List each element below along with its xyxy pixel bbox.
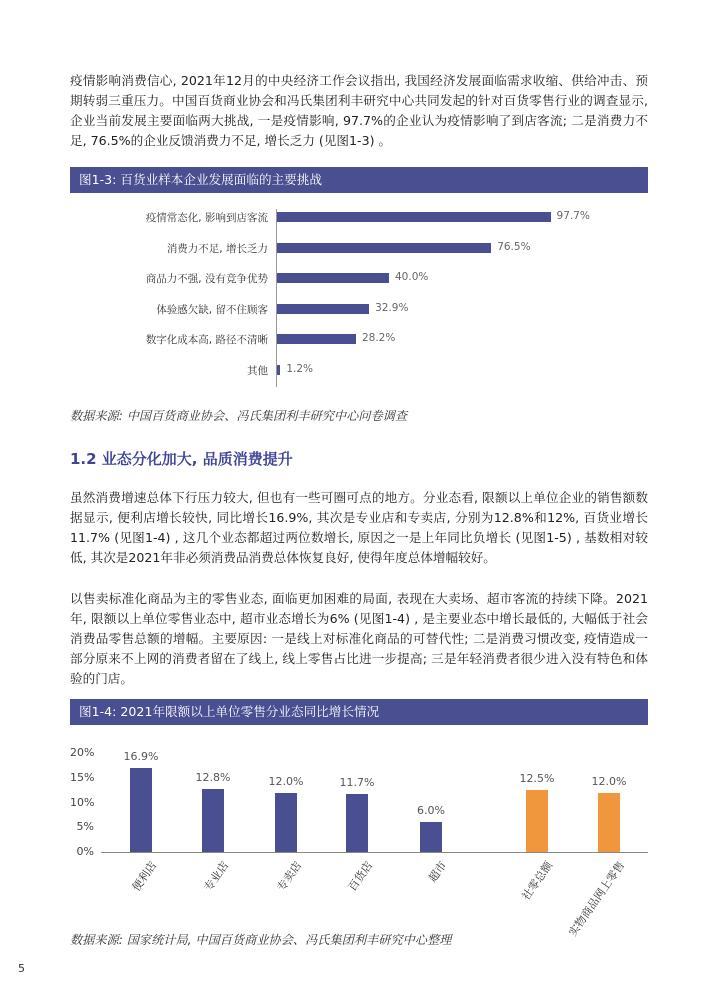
value-label: 1.2% bbox=[286, 362, 314, 375]
x-category-label: 社零总额 bbox=[519, 859, 556, 903]
figure-1-4-title: 图1-4: 2021年限额以上单位零售分业态同比增长情况 bbox=[70, 699, 648, 725]
x-category-label: 专业店 bbox=[201, 859, 232, 894]
chart-baseline bbox=[101, 852, 648, 853]
bar bbox=[277, 212, 551, 222]
value-label: 40.0% bbox=[395, 271, 429, 283]
bar bbox=[526, 790, 548, 852]
bar bbox=[277, 365, 280, 375]
category-label: 其他 bbox=[247, 364, 268, 377]
x-category-label: 超市 bbox=[426, 859, 450, 885]
bar bbox=[277, 304, 369, 314]
standard-goods-paragraph: 以售卖标准化商品为主的零售业态, 面临更加困难的局面, 表现在大卖场、超市客流的持续下降。2021年, 限额以上单位零售业态中, 超市业态增长为6% (见图1-4) , 是主要业态中增长最低的, 大幅低于社会消费品零售总额的增幅。主要原因: 一是线上对标准化商品的可替代性; 二是消费习惯改变, 疫情造成一部分原来不上网的消费者留在了线上, 线上零售占比进一步提高; 三是年轻消费者很少进入没有特色和体验的门店。 bbox=[70, 591, 648, 686]
bar bbox=[202, 789, 224, 852]
bar bbox=[277, 273, 389, 283]
section-heading: 1.2 业态分化加大, 品质消费提升 bbox=[70, 450, 293, 468]
figure-1-3-title: 图1-3: 百货业样本企业发展面临的主要挑战 bbox=[70, 167, 648, 193]
format-growth-bar-chart bbox=[70, 735, 648, 939]
y-tick-label: 15% bbox=[70, 770, 95, 784]
y-tick-label: 5% bbox=[76, 820, 94, 834]
x-category-label: 专卖店 bbox=[274, 859, 305, 894]
category-label: 疫情常态化, 影响到店客流 bbox=[145, 212, 268, 224]
x-category-label: 百货店 bbox=[345, 859, 376, 894]
intro-paragraph: 疫情影响消费信心, 2021年12月的中央经济工作会议指出, 我国经济发展面临需求收缩、供给冲击、预期转弱三重压力。中国百货商业协会和冯氏集团利丰研究中心共同发起的针对百货零售行业的调查显示, 企业当前发展主要面临两大挑战, 一是疫情影响, 97.7%的企业认为疫情影响了到店客流; 二是消费力不足, 76.5%的企业反馈消费力不足, 增长乏力 (见图1-3) 。 bbox=[70, 73, 648, 148]
category-label: 消费力不足, 增长乏力 bbox=[166, 242, 268, 255]
format-growth-paragraph: 虽然消费增速总体下行压力较大, 但也有一些可圈可点的地方。分业态看, 限额以上单位企业的销售额数据显示, 便利店增长较快, 同比增长16.9%, 其次是专业店和专卖店, 分别为12.8%和12%, 百货业增长11.7% (见图1-4) , 这几个业态都超过两位数增长, 原因之一是上年同比负增长 (见图1-5) , 基数相对较低, 其次是2021年非必须消费品消费总体恢复良好, 使得年度总体增幅较好。 bbox=[70, 490, 648, 565]
category-label: 数字化成本高, 路径不清晰 bbox=[145, 334, 268, 346]
bar bbox=[275, 793, 297, 852]
value-label: 32.9% bbox=[375, 301, 409, 314]
figure-1-4-source: 数据来源: 国家统计局, 中国百货商业协会、冯氏集团利丰研究中心整理 bbox=[70, 933, 452, 947]
category-label: 商品力不强, 没有竞争优势 bbox=[145, 273, 268, 285]
page-number: 5 bbox=[18, 962, 25, 975]
value-label: 6.0% bbox=[417, 804, 445, 818]
chart-axis bbox=[276, 209, 277, 387]
x-category-label: 便利店 bbox=[129, 859, 160, 894]
bar bbox=[598, 793, 620, 852]
bar bbox=[420, 822, 442, 852]
value-label: 12.0% bbox=[591, 774, 627, 788]
y-tick-label: 0% bbox=[76, 845, 94, 858]
value-label: 97.7% bbox=[556, 210, 590, 222]
bar bbox=[130, 768, 152, 852]
x-category-label: 实物商品网上零售 bbox=[566, 859, 628, 939]
figure-1-3-source: 数据来源: 中国百货商业协会、冯氏集团利丰研究中心问卷调查 bbox=[70, 409, 408, 423]
y-tick-label: 20% bbox=[70, 746, 95, 759]
value-label: 11.7% bbox=[339, 776, 375, 790]
value-label: 76.5% bbox=[497, 240, 531, 253]
bar bbox=[346, 794, 368, 852]
value-label: 12.5% bbox=[519, 772, 555, 786]
value-label: 16.9% bbox=[123, 750, 159, 764]
y-tick-label: 10% bbox=[70, 795, 95, 809]
value-label: 28.2% bbox=[361, 332, 396, 344]
challenges-bar-chart bbox=[70, 205, 648, 395]
value-label: 12.8% bbox=[195, 770, 231, 784]
bar bbox=[277, 334, 356, 344]
bar bbox=[277, 243, 491, 253]
value-label: 12.0% bbox=[268, 774, 304, 788]
category-label: 体验感欠缺, 留不住顾客 bbox=[156, 303, 268, 316]
